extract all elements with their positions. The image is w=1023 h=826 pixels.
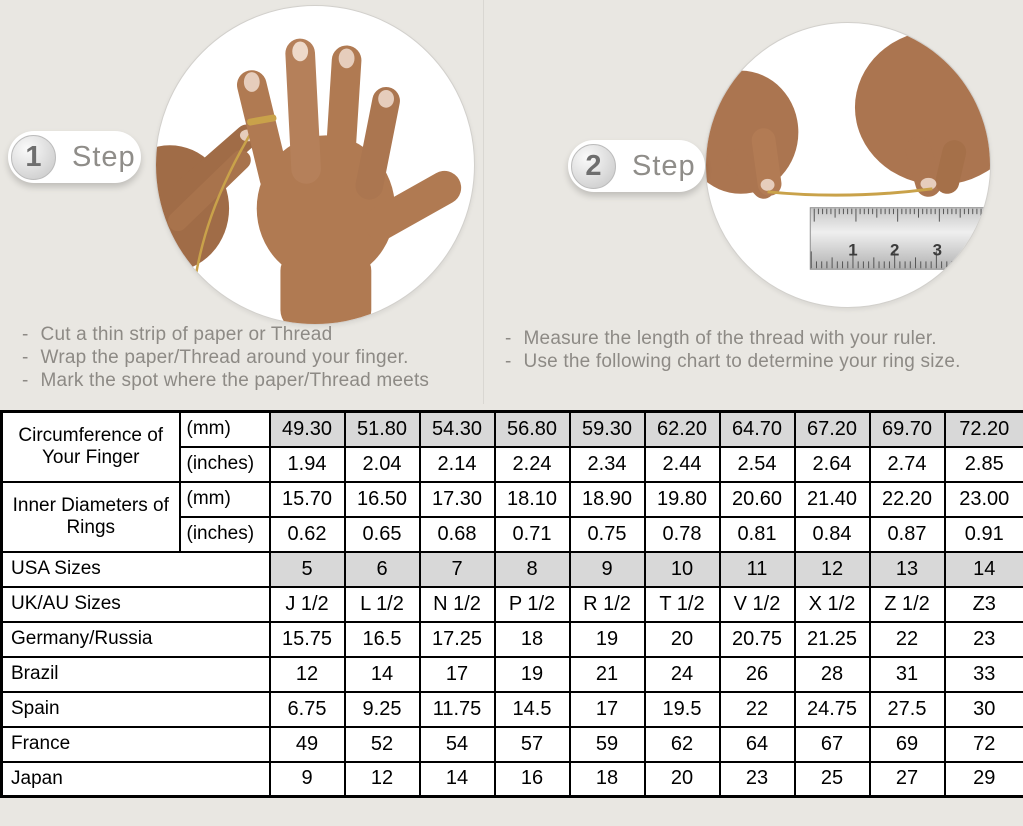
- table-cell: 64.70: [720, 412, 795, 447]
- how-to-measure-section: [0, 0, 1023, 410]
- table-row: [2, 762, 1023, 797]
- table-cell: 9: [270, 762, 345, 797]
- table-cell: 2.24: [495, 447, 570, 482]
- table-cell: 5: [270, 552, 345, 587]
- table-row: [2, 622, 1023, 657]
- row-label: Inner Diameters of Rings: [2, 482, 180, 552]
- table-cell: 23: [945, 622, 1023, 657]
- instruction-item: - Measure the length of the thread with your ruler.: [505, 327, 961, 350]
- unit-label: (mm): [180, 412, 270, 447]
- table-cell: 23: [720, 762, 795, 797]
- table-cell: 52: [345, 727, 420, 762]
- table-cell: 19.80: [645, 482, 720, 517]
- table-row: [2, 692, 1023, 727]
- table-cell: 69.70: [870, 412, 945, 447]
- table-cell: 0.75: [570, 517, 645, 552]
- table-cell: 2.34: [570, 447, 645, 482]
- table-cell: 16.5: [345, 622, 420, 657]
- row-label: USA Sizes: [2, 552, 270, 587]
- table-cell: 11: [720, 552, 795, 587]
- table-cell: 12: [345, 762, 420, 797]
- table-cell: 69: [870, 727, 945, 762]
- table-cell: 19: [570, 622, 645, 657]
- step2-number: 2: [571, 144, 616, 189]
- table-cell: 51.80: [345, 412, 420, 447]
- ruler-number-1: 1: [848, 240, 858, 260]
- table-cell: 2.85: [945, 447, 1023, 482]
- step2-label: Step: [632, 149, 696, 182]
- unit-label: (inches): [180, 447, 270, 482]
- table-cell: 0.62: [270, 517, 345, 552]
- table-cell: 67.20: [795, 412, 870, 447]
- table-row: [2, 587, 1023, 622]
- step1-label: Step: [72, 140, 136, 173]
- table-cell: 20.75: [720, 622, 795, 657]
- step1-number: 1: [11, 135, 56, 180]
- ring-size-table-body: [2, 412, 1023, 797]
- table-cell: 17.25: [420, 622, 495, 657]
- table-cell: 2.74: [870, 447, 945, 482]
- table-cell: 21: [570, 657, 645, 692]
- table-cell: R 1/2: [570, 587, 645, 622]
- ruler-measuring-illustration: [706, 23, 990, 307]
- instruction-item: - Cut a thin strip of paper or Thread: [22, 323, 429, 346]
- table-cell: 15.70: [270, 482, 345, 517]
- table-cell: 27: [870, 762, 945, 797]
- ring-size-table: [0, 410, 1023, 798]
- ruler-number-3: 3: [932, 240, 943, 260]
- table-cell: 11.75: [420, 692, 495, 727]
- table-cell: 49: [270, 727, 345, 762]
- table-cell: 27.5: [870, 692, 945, 727]
- hand-with-ring-illustration: [156, 6, 474, 324]
- unit-label: (inches): [180, 517, 270, 552]
- table-cell: 62: [645, 727, 720, 762]
- instruction-item: - Mark the spot where the paper/Thread meets: [22, 369, 429, 392]
- table-cell: 25: [795, 762, 870, 797]
- table-cell: 16: [495, 762, 570, 797]
- table-cell: 0.84: [795, 517, 870, 552]
- table-cell: 29: [945, 762, 1023, 797]
- table-cell: 18: [570, 762, 645, 797]
- instruction-item: - Wrap the paper/Thread around your finger.: [22, 346, 429, 369]
- table-cell: 6: [345, 552, 420, 587]
- table-row: [2, 657, 1023, 692]
- step1-badge: [8, 131, 141, 183]
- table-cell: 21.25: [795, 622, 870, 657]
- table-cell: 6.75: [270, 692, 345, 727]
- table-cell: 2.14: [420, 447, 495, 482]
- table-row: [2, 552, 1023, 587]
- table-cell: J 1/2: [270, 587, 345, 622]
- table-cell: 23.00: [945, 482, 1023, 517]
- table-cell: T 1/2: [645, 587, 720, 622]
- table-cell: 62.20: [645, 412, 720, 447]
- table-cell: Z3: [945, 587, 1023, 622]
- table-cell: 19: [495, 657, 570, 692]
- table-cell: N 1/2: [420, 587, 495, 622]
- table-row: [2, 727, 1023, 762]
- table-cell: 24: [645, 657, 720, 692]
- table-cell: 18.10: [495, 482, 570, 517]
- table-cell: 2.54: [720, 447, 795, 482]
- table-cell: 22.20: [870, 482, 945, 517]
- table-cell: Z 1/2: [870, 587, 945, 622]
- table-cell: 22: [720, 692, 795, 727]
- table-cell: 59: [570, 727, 645, 762]
- table-cell: 15.75: [270, 622, 345, 657]
- table-cell: 20: [645, 622, 720, 657]
- table-cell: 54: [420, 727, 495, 762]
- table-cell: X 1/2: [795, 587, 870, 622]
- table-cell: 31: [870, 657, 945, 692]
- table-cell: 20: [645, 762, 720, 797]
- table-cell: 64: [720, 727, 795, 762]
- table-cell: 72.20: [945, 412, 1023, 447]
- table-cell: 1.94: [270, 447, 345, 482]
- row-label: France: [2, 727, 270, 762]
- table-cell: 2.44: [645, 447, 720, 482]
- table-cell: 14.5: [495, 692, 570, 727]
- table-cell: 20.60: [720, 482, 795, 517]
- table-cell: 17.30: [420, 482, 495, 517]
- table-cell: 9.25: [345, 692, 420, 727]
- table-cell: 7: [420, 552, 495, 587]
- unit-label: (mm): [180, 482, 270, 517]
- table-cell: 22: [870, 622, 945, 657]
- table-cell: 2.04: [345, 447, 420, 482]
- step2-instructions: [505, 327, 961, 373]
- instruction-item: - Use the following chart to determine your ring size.: [505, 350, 961, 373]
- table-cell: 12: [270, 657, 345, 692]
- table-cell: 26: [720, 657, 795, 692]
- table-cell: 0.87: [870, 517, 945, 552]
- row-label: Germany/Russia: [2, 622, 270, 657]
- step1-instructions: [22, 323, 429, 392]
- table-row: [2, 412, 1023, 447]
- row-label: Japan: [2, 762, 270, 797]
- table-cell: 0.68: [420, 517, 495, 552]
- table-row: [2, 482, 1023, 517]
- table-cell: 8: [495, 552, 570, 587]
- table-cell: 18: [495, 622, 570, 657]
- table-cell: 59.30: [570, 412, 645, 447]
- table-cell: 2.64: [795, 447, 870, 482]
- table-cell: 12: [795, 552, 870, 587]
- table-cell: 14: [945, 552, 1023, 587]
- table-cell: 24.75: [795, 692, 870, 727]
- row-label: Brazil: [2, 657, 270, 692]
- table-cell: 17: [570, 692, 645, 727]
- table-cell: 17: [420, 657, 495, 692]
- table-cell: 13: [870, 552, 945, 587]
- table-cell: 19.5: [645, 692, 720, 727]
- table-cell: P 1/2: [495, 587, 570, 622]
- table-cell: V 1/2: [720, 587, 795, 622]
- table-cell: 21.40: [795, 482, 870, 517]
- table-cell: 57: [495, 727, 570, 762]
- table-cell: 18.90: [570, 482, 645, 517]
- table-cell: 9: [570, 552, 645, 587]
- table-cell: 49.30: [270, 412, 345, 447]
- table-cell: 72: [945, 727, 1023, 762]
- row-label: Spain: [2, 692, 270, 727]
- table-cell: 56.80: [495, 412, 570, 447]
- section-divider: [483, 0, 484, 404]
- table-cell: 30: [945, 692, 1023, 727]
- table-cell: 0.91: [945, 517, 1023, 552]
- table-cell: 0.71: [495, 517, 570, 552]
- row-label: Circumference of Your Finger: [2, 412, 180, 482]
- table-cell: 14: [420, 762, 495, 797]
- table-cell: 33: [945, 657, 1023, 692]
- table-cell: 28: [795, 657, 870, 692]
- table-cell: 0.78: [645, 517, 720, 552]
- step1-photo: [155, 5, 475, 325]
- table-cell: 14: [345, 657, 420, 692]
- table-cell: 0.81: [720, 517, 795, 552]
- row-label: UK/AU Sizes: [2, 587, 270, 622]
- table-cell: 67: [795, 727, 870, 762]
- table-cell: 10: [645, 552, 720, 587]
- ruler-number-2: 2: [889, 240, 900, 260]
- step2-photo: [705, 22, 991, 308]
- table-cell: L 1/2: [345, 587, 420, 622]
- table-cell: 0.65: [345, 517, 420, 552]
- table-cell: 54.30: [420, 412, 495, 447]
- step2-badge: [568, 140, 705, 192]
- table-cell: 16.50: [345, 482, 420, 517]
